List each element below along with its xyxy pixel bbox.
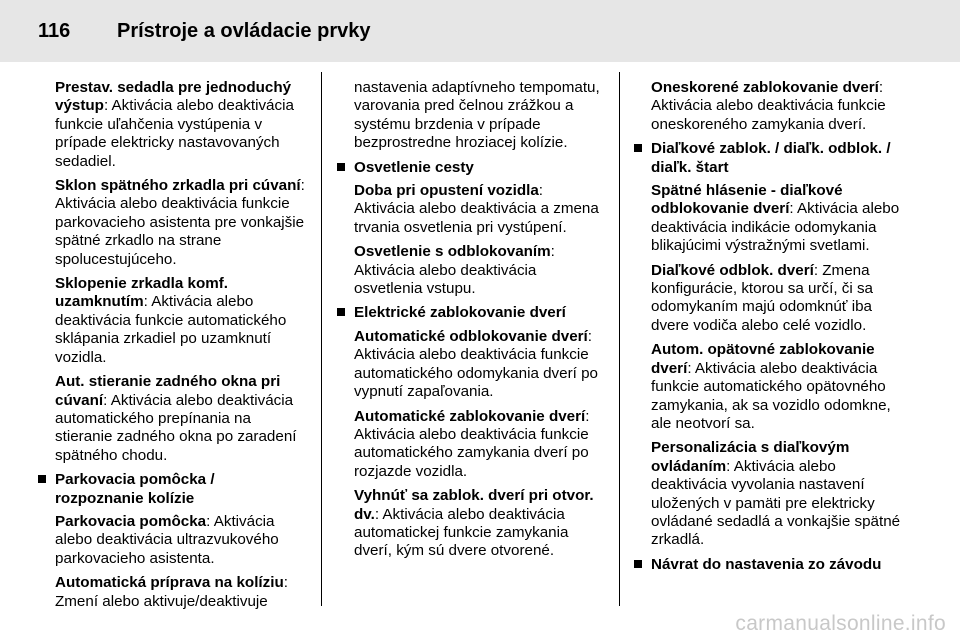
bullet-heading	[651, 140, 903, 177]
setting-description: : Aktivácia alebo deaktivácia automatického prepínania na stieranie zadného okna po zaradení spätného chodu.	[55, 391, 297, 464]
setting-description: : Aktivácia alebo deaktivácia funkcie automatického odomykania dverí po vypnutí zapaľovania.	[354, 327, 598, 401]
setting-description: : Aktivácia alebo deaktivácia funkcie parkovacieho asistenta pre vonkajšie spätné zrkadlo na strane spolucestujúceho.	[55, 177, 305, 268]
setting-title: Aut. stieranie zadného okna pri cúvaní	[55, 373, 281, 409]
setting-description: : Aktivácia alebo deaktivácia osvetlenia vstupu.	[354, 243, 555, 298]
setting-description: : Aktivácia alebo deaktivácia funkcie automatického zamykania dverí po rozjazde vozidla.	[354, 407, 590, 480]
setting-description: : Aktivácia alebo deaktivácia automatickej funkcie zamykania dverí, kým sú dvere otvorené.	[354, 505, 569, 560]
setting-description: : Aktivácia alebo deaktivácia funkcie uľahčenia vystúpenia v prípade elektricky nastavovaných sedadiel.	[55, 97, 294, 170]
column-right	[651, 79, 903, 579]
setting-description: : Aktivácia alebo deaktivácia indikácie odomykania blikajúcimi výstražnými svetlami.	[651, 200, 900, 255]
setting-entry	[55, 513, 307, 568]
setting-title: Automatické zablokovanie dverí	[354, 407, 586, 425]
page-number: 116	[38, 20, 71, 42]
setting-title: Doba pri opustení vozidla	[354, 182, 539, 200]
page-header	[0, 0, 960, 62]
setting-title: Personalizácia s diaľkovým ovládaním	[651, 439, 850, 475]
bullet-heading	[354, 304, 606, 322]
setting-entry	[651, 262, 903, 336]
setting-entry	[354, 487, 606, 561]
bullet-heading-label: Elektrické zablokovanie dverí	[354, 304, 566, 322]
continued-text: nastavenia adaptívneho tempomatu, varovania pred čelnou zrážkou a systému brzdenia v prípade bezprostredne hroziacej kolízie.	[354, 79, 600, 152]
column-divider	[619, 72, 620, 606]
setting-description: : Zmení alebo aktivuje/deaktivuje	[55, 574, 288, 610]
setting-entry	[354, 243, 606, 298]
square-bullet-icon	[634, 560, 642, 568]
bullet-heading-label: Návrat do nastavenia zo závodu	[651, 555, 882, 573]
setting-entry	[55, 574, 307, 611]
setting-entry	[651, 79, 903, 134]
setting-title: Spätné hlásenie - diaľkové odblokovanie dverí	[651, 182, 843, 218]
setting-title: Autom. opätovné zablokovanie dverí	[651, 341, 875, 377]
square-bullet-icon	[337, 163, 345, 171]
bullet-heading	[354, 159, 606, 177]
setting-title: Parkovacia pomôcka	[55, 512, 207, 530]
setting-entry	[354, 408, 606, 482]
setting-title: Automatická príprava na kolíziu	[55, 574, 284, 592]
section-title: Prístroje a ovládacie prvky	[117, 20, 371, 42]
setting-entry	[651, 439, 903, 549]
setting-description: : Aktivácia alebo deaktivácia vyvolania nastavení uložených v pamäti pre elektricky ovládané sedadlá a vonkajšie spätné zrkadlá.	[651, 457, 901, 549]
setting-title: Sklopenie zrkadla komf. uzamknutím	[55, 275, 229, 311]
bullet-heading	[55, 471, 307, 508]
setting-entry	[55, 373, 307, 465]
setting-title: Prestav. sedadla pre jednoduchý výstup	[55, 79, 292, 115]
setting-entry	[55, 79, 307, 171]
setting-title: Automatické odblokovanie dverí	[354, 327, 588, 345]
setting-entry	[55, 177, 307, 269]
bullet-heading-label: Parkovacia pomôcka / rozpoznanie kolízie	[55, 471, 215, 507]
column-left	[55, 79, 307, 617]
column-middle	[354, 79, 606, 567]
setting-description: : Aktivácia alebo deaktivácia funkcie automatického sklápania zrkadiel po uzamknutí vozidla.	[55, 293, 287, 366]
column-divider	[321, 72, 322, 606]
setting-title: Sklon spätného zrkadla pri cúvaní	[55, 177, 301, 195]
setting-entry	[354, 182, 606, 237]
square-bullet-icon	[38, 475, 46, 483]
square-bullet-icon	[337, 308, 345, 316]
bullet-heading-label: Osvetlenie cesty	[354, 158, 474, 176]
setting-entry	[55, 275, 307, 367]
bullet-heading	[651, 556, 903, 574]
setting-title: Vyhnúť sa zablok. dverí pri otvor. dv.	[354, 487, 594, 523]
setting-title: Diaľkové odblok. dverí	[651, 261, 814, 279]
setting-entry	[651, 182, 903, 256]
setting-entry	[651, 341, 903, 433]
setting-description: : Aktivácia alebo deaktivácia funkcie oneskoreného zamykania dverí.	[651, 79, 886, 133]
setting-description: : Zmena konfigurácie, ktorou sa určí, či sa odomykaním majú odomknúť iba dvere vodiča alebo celé vozidlo.	[651, 261, 874, 334]
setting-description: : Aktivácia alebo deaktivácia funkcie automatického opätovného zamykania, ak sa vozidlo odomkne, ale neotvorí sa.	[651, 359, 891, 432]
watermark: carmanualsonline.info	[735, 612, 946, 635]
setting-description: : Aktivácia alebo deaktivácia ultrazvukového parkovacieho asistenta.	[55, 512, 279, 567]
setting-entry	[354, 328, 606, 402]
bullet-heading-label: Diaľkové zablok. / diaľk. odblok. / diaľk. štart	[651, 140, 891, 176]
square-bullet-icon	[634, 144, 642, 152]
setting-title: Osvetlenie s odblokovaním	[354, 243, 551, 261]
setting-title: Oneskorené zablokovanie dverí	[651, 79, 879, 96]
setting-description: : Aktivácia alebo deaktivácia a zmena trvania osvetlenia pri vystúpení.	[354, 182, 599, 236]
